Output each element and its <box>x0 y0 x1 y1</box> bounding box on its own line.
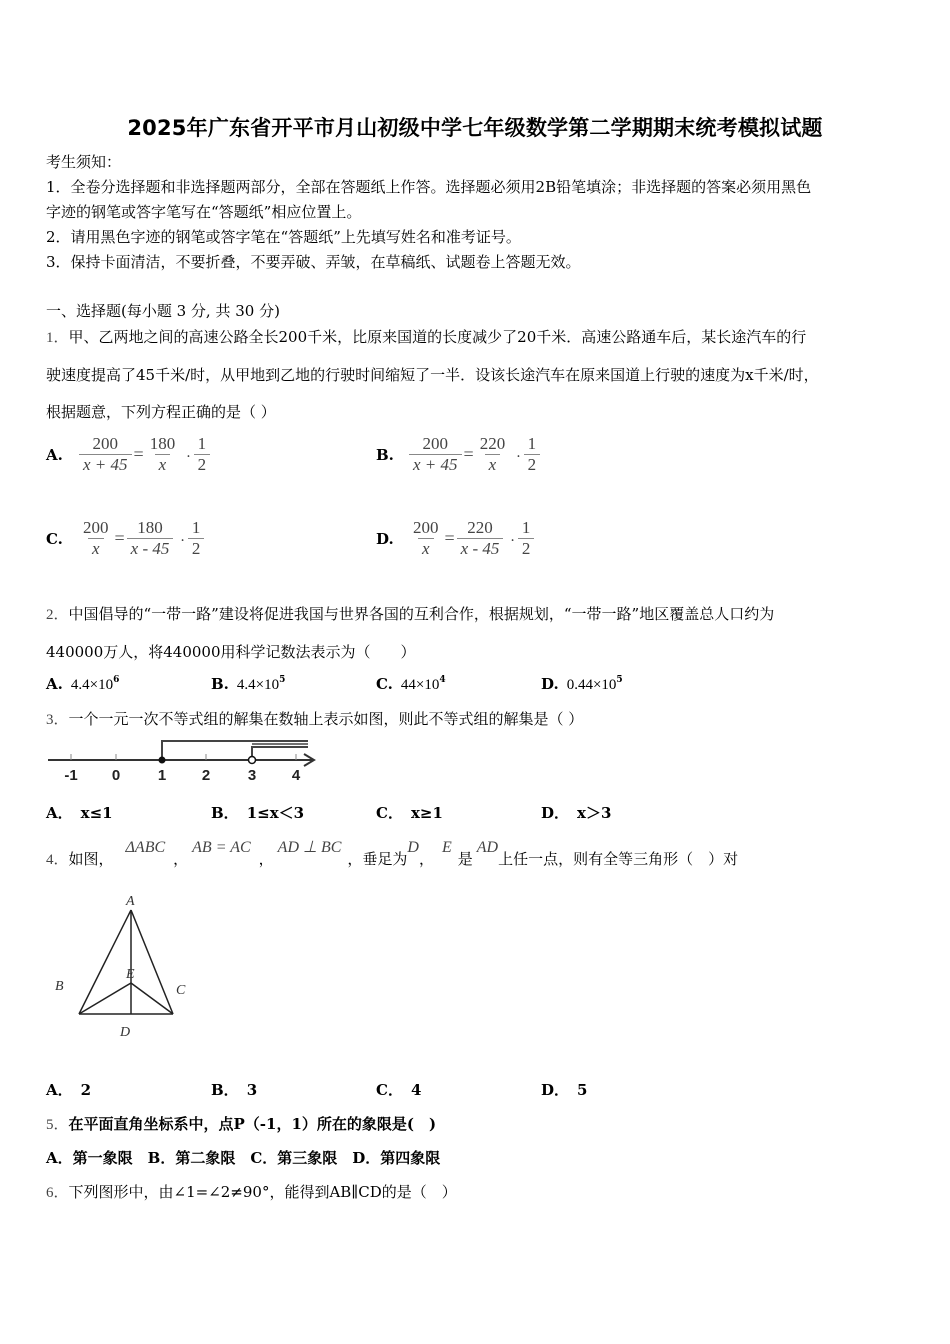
notice-line-2: 字迹的钢笔或答字笔写在“答题纸”相应位置上。 <box>46 203 362 221</box>
question-2-line-2: 440000万人，将440000用科学记数法表示为（ ） <box>46 643 416 661</box>
q4-option-a[interactable]: A． 2 <box>46 1081 92 1099</box>
q1-option-b[interactable]: B. $\frac{200}{x + 45}$ = $\frac{220}{x}$ · $\frac{1}{2}$ <box>376 434 541 475</box>
q5-options[interactable]: A．第一象限 B．第二象限 C．第三象限 D．第四象限 <box>46 1149 441 1167</box>
q1-option-a[interactable]: A. $\frac{200}{x + 45}$ = $\frac{180}{x}$ · $\frac{1}{2}$ <box>46 434 211 475</box>
svg-text:B: B <box>55 979 64 994</box>
number-line-figure <box>46 736 326 784</box>
question-3-line-1: 3．一个一元一次不等式组的解集在数轴上表示如图，则此不等式组的解集是（ ） <box>46 710 584 728</box>
q3-option-a[interactable]: A． x≤1 <box>46 804 113 822</box>
question-2-line-1: 2．中国倡导的“一带一路”建设将促进我国与世界各国的互利合作，根据规划，“一带一路”地区覆盖总人口约为 <box>46 605 775 623</box>
notice-line-3: 2．请用黑色字迹的钢笔或答字笔在“答题纸”上先填写姓名和准考证号。 <box>46 228 521 246</box>
svg-text:A: A <box>126 894 135 909</box>
svg-text:0: 0 <box>111 767 121 784</box>
fraction: $\frac{1}{2}$ <box>524 434 541 475</box>
question-1-line-3: 根据题意，下列方程正确的是（ ） <box>46 403 276 421</box>
notice-line-1: 1．全卷分选择题和非选择题两部分，全部在答题纸上作答。选择题必须用2B铅笔填涂；非选择题的答案必须用黑色 <box>46 178 812 196</box>
q3-option-c[interactable]: C． x≥1 <box>376 804 443 822</box>
svg-text:E: E <box>126 967 135 982</box>
q2-option-c[interactable]: C. $44\times 10^4$ <box>376 675 446 693</box>
fraction: $\frac{200}{x + 45}$ <box>409 434 462 475</box>
q3-option-d[interactable]: D． x＞3 <box>541 804 612 822</box>
q4-option-d[interactable]: D． 5 <box>541 1081 588 1099</box>
svg-text:-1: -1 <box>64 767 78 784</box>
section-heading: 一、选择题(每小题 3 分, 共 30 分) <box>46 302 280 320</box>
fraction: $\frac{1}{2}$ <box>188 518 205 559</box>
notice-line-4: 3．保持卡面清洁，不要折叠，不要弄破、弄皱，在草稿纸、试题卷上答题无效。 <box>46 253 581 271</box>
svg-text:C: C <box>176 983 186 998</box>
q2-option-d[interactable]: D. $0.44\times 10^5$ <box>541 675 623 693</box>
closed-point-icon <box>159 757 166 764</box>
q4-option-b[interactable]: B． 3 <box>211 1081 258 1099</box>
fraction: $\frac{200}{x}$ <box>413 518 439 558</box>
q3-option-b[interactable]: B． 1≤x＜3 <box>211 804 305 822</box>
q2-option-a[interactable]: A. $4.4\times 10^6$ <box>46 675 120 693</box>
question-4-line-1: 4．如图，ΔABC，AB = AC，AD ⊥ BC，垂足为D，E是AD上任一点，则有全等三角形（ ）对 <box>46 839 739 868</box>
q1-option-c[interactable]: C. $\frac{200}{x}$ = $\frac{180}{x - 45}$ · $\frac{1}{2}$ <box>46 518 205 559</box>
svg-text:4: 4 <box>291 767 301 784</box>
fraction: $\frac{1}{2}$ <box>518 518 535 559</box>
fraction: $\frac{200}{x}$ <box>83 518 109 558</box>
question-1-line-2: 驶速度提高了45千米/时，从甲地到乙地的行驶时间缩短了一半．设该长途汽车在原来国道上行驶的速度为x千米/时， <box>46 366 819 384</box>
fraction: $\frac{180}{x - 45}$ <box>127 518 174 559</box>
fraction: $\frac{1}{2}$ <box>194 434 211 475</box>
question-1-line-1: 1．甲、乙两地之间的高速公路全长200千米，比原来国道的长度减少了20千米．高速公路通车后，某长途汽车的行 <box>46 328 807 346</box>
triangle-figure <box>46 888 206 1043</box>
fraction: $\frac{200}{x + 45}$ <box>79 434 132 475</box>
fraction: $\frac{220}{x}$ <box>479 434 506 474</box>
question-6-line-1: 6．下列图形中，由∠1=∠2≠90°，能得到AB∥CD的是（ ） <box>46 1183 457 1201</box>
svg-text:2: 2 <box>201 767 211 784</box>
svg-text:D: D <box>120 1025 131 1040</box>
fraction: $\frac{180}{x}$ <box>149 434 176 474</box>
fraction: $\frac{220}{x - 45}$ <box>457 518 504 559</box>
question-5-line-1: 5．在平面直角坐标系中，点P（-1，1）所在的象限是( ) <box>46 1115 437 1133</box>
q2-option-b[interactable]: B. $4.4\times 10^5$ <box>211 675 286 693</box>
notice-heading: 考生须知： <box>46 153 122 171</box>
q4-option-c[interactable]: C． 4 <box>376 1081 422 1099</box>
svg-text:1: 1 <box>157 767 167 784</box>
q1-option-d[interactable]: D. $\frac{200}{x}$ = $\frac{220}{x - 45}$ · $\frac{1}{2}$ <box>376 518 535 559</box>
open-point-icon <box>249 757 256 764</box>
svg-text:3: 3 <box>247 767 257 784</box>
page-title: 2025年广东省开平市月山初级中学七年级数学第二学期期末统考模拟试题 <box>127 116 823 140</box>
question-number: 1． <box>46 330 69 346</box>
